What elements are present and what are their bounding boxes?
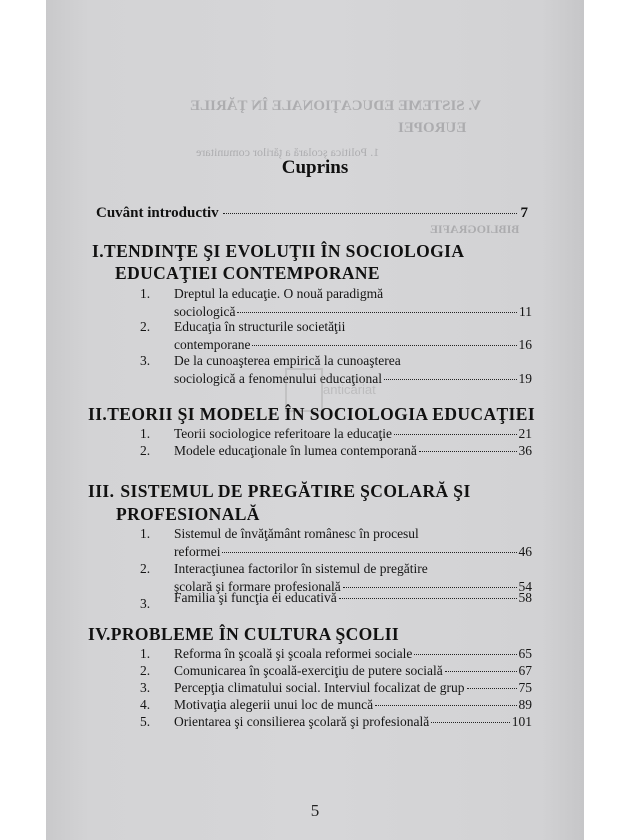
entry-text-line2: sociologică a fenomenului educaţional bbox=[174, 371, 383, 386]
dot-leader bbox=[431, 722, 509, 723]
entry-page: 67 bbox=[518, 663, 532, 678]
entry-number: 3. bbox=[140, 680, 151, 695]
watermark-logo bbox=[285, 368, 405, 408]
chapter-heading-continued bbox=[116, 503, 260, 526]
chapter-heading bbox=[92, 240, 464, 263]
bleed-through-line: EUROPEI bbox=[398, 120, 467, 136]
entry-text: Orientarea şi consilierea şcolară şi profesională bbox=[174, 714, 430, 729]
bleed-through-line: 1. Politica şcolară a ţărilor comunitare bbox=[196, 145, 380, 159]
intro-page: 7 bbox=[520, 205, 528, 221]
entry-text-line1: Sistemul de învăţământ românesc în procesul bbox=[174, 526, 419, 541]
page-number: 5 bbox=[310, 801, 320, 820]
chapter-title-line: TEORII ŞI MODELE ÎN SOCIOLOGIA EDUCAŢIEI bbox=[107, 404, 536, 424]
entry-text-line1: De la cunoaşterea empirică la cunoaşterea bbox=[174, 353, 401, 368]
entry-page: 58 bbox=[518, 590, 532, 605]
toc-entry bbox=[140, 696, 532, 713]
toc-entry bbox=[140, 645, 532, 662]
dot-leader bbox=[252, 345, 516, 346]
bleed-through-line: V. SISTEME EDUCAŢIONALE ÎN ŢĂRILE bbox=[190, 98, 482, 114]
chapter-heading-continued bbox=[115, 262, 380, 285]
toc-entry bbox=[140, 679, 532, 696]
entry-text: Percepţia climatului social. Interviul focalizat de grup bbox=[174, 680, 465, 695]
entry-number: 1. bbox=[140, 286, 151, 301]
chapter-title-line: SISTEMUL DE PREGĂTIRE ŞCOLARĂ ŞI bbox=[120, 481, 471, 501]
toc-entry bbox=[140, 318, 532, 354]
entry-text: Modele educaţionale în lumea contemporană bbox=[174, 443, 417, 458]
toc-entry bbox=[140, 442, 532, 459]
entry-number: 1. bbox=[140, 646, 151, 661]
entry-page: 101 bbox=[511, 714, 532, 729]
entry-text: Familia şi funcţia ei educativă bbox=[174, 590, 337, 605]
entry-page: 65 bbox=[518, 646, 532, 661]
entry-page: 21 bbox=[518, 426, 532, 441]
entry-text-line2: sociologică bbox=[174, 304, 236, 319]
dot-leader bbox=[222, 552, 516, 553]
chapter-number: I. bbox=[92, 241, 104, 261]
chapter-heading bbox=[88, 623, 399, 646]
toc-entry bbox=[140, 713, 532, 730]
entry-text: Motivaţia alegerii unui loc de muncă bbox=[174, 697, 374, 712]
entry-text-line2: şcolară şi formare profesională bbox=[174, 579, 341, 594]
entry-page: 75 bbox=[518, 680, 532, 695]
entry-text-line2: reformei bbox=[174, 544, 221, 559]
entry-text-line1: Educaţia în structurile societăţii bbox=[174, 319, 346, 334]
toc-entry bbox=[140, 285, 532, 321]
entry-text: Reforma în şcoală şi şcoala reformei sociale bbox=[174, 646, 413, 661]
chapter-title-line: EDUCAŢIEI CONTEMPORANE bbox=[115, 263, 381, 283]
dot-leader bbox=[223, 213, 517, 214]
chapter-title-line: TENDINŢE ŞI EVOLUŢII ÎN SOCIOLOGIA bbox=[104, 241, 465, 261]
entry-text-line1: Dreptul la educaţie. O nouă paradigmă bbox=[174, 286, 384, 301]
entry-number: 2. bbox=[140, 443, 151, 458]
chapter-title-line: PROFESIONALĂ bbox=[116, 504, 260, 524]
chapter-title-line: PROBLEME ÎN CULTURA ŞCOLII bbox=[110, 624, 400, 644]
entry-number: 2. bbox=[140, 663, 151, 678]
dot-leader bbox=[343, 587, 517, 588]
entry-text-line1: Interacţiunea factorilor în sistemul de pregătire bbox=[174, 561, 428, 576]
dot-leader bbox=[467, 688, 517, 689]
intro-label: Cuvânt introductiv bbox=[96, 205, 219, 221]
dot-leader bbox=[445, 671, 517, 672]
toc-entry bbox=[140, 525, 532, 561]
entry-page: 19 bbox=[518, 371, 532, 386]
dot-leader bbox=[419, 451, 517, 452]
entry-page: 89 bbox=[518, 697, 532, 712]
watermark-text: anticariat bbox=[323, 382, 376, 397]
entry-number: 1. bbox=[140, 426, 151, 441]
chapter-number: III. bbox=[88, 481, 115, 501]
toc-intro-entry bbox=[96, 205, 528, 222]
toc-entry bbox=[140, 425, 532, 442]
entry-page: 16 bbox=[518, 337, 532, 352]
chapter-heading bbox=[88, 480, 471, 503]
entry-page: 11 bbox=[519, 304, 532, 319]
chapter-heading bbox=[88, 403, 535, 426]
dot-leader bbox=[414, 654, 516, 655]
entry-text: Teorii sociologice referitoare la educaţie bbox=[174, 426, 392, 441]
chapter-number: IV. bbox=[88, 624, 111, 644]
entry-number: 4. bbox=[140, 697, 151, 712]
entry-number: 2. bbox=[140, 319, 151, 334]
dot-leader bbox=[375, 705, 516, 706]
entry-number: 5. bbox=[140, 714, 151, 729]
entry-number: 3. bbox=[140, 353, 151, 368]
entry-number: 2. bbox=[140, 561, 151, 576]
entry-page: 54 bbox=[518, 579, 532, 594]
chapter-number: II. bbox=[88, 404, 108, 424]
toc-entry bbox=[140, 662, 532, 679]
dot-leader bbox=[339, 598, 517, 599]
entry-number: 1. bbox=[140, 526, 151, 541]
dot-leader bbox=[237, 312, 517, 313]
toc-entry bbox=[140, 589, 532, 611]
entry-page: 46 bbox=[518, 544, 532, 559]
dot-leader bbox=[394, 434, 517, 435]
bleed-through-line: BIBLIOGRAFIE bbox=[430, 222, 520, 236]
entry-page: 36 bbox=[518, 443, 532, 458]
entry-text: Comunicarea în şcoală-exerciţiu de putere socială bbox=[174, 663, 443, 678]
entry-text-line2: contemporane bbox=[174, 337, 251, 352]
page-title: Cuprins bbox=[281, 157, 349, 178]
entry-number: 3. bbox=[140, 596, 151, 611]
